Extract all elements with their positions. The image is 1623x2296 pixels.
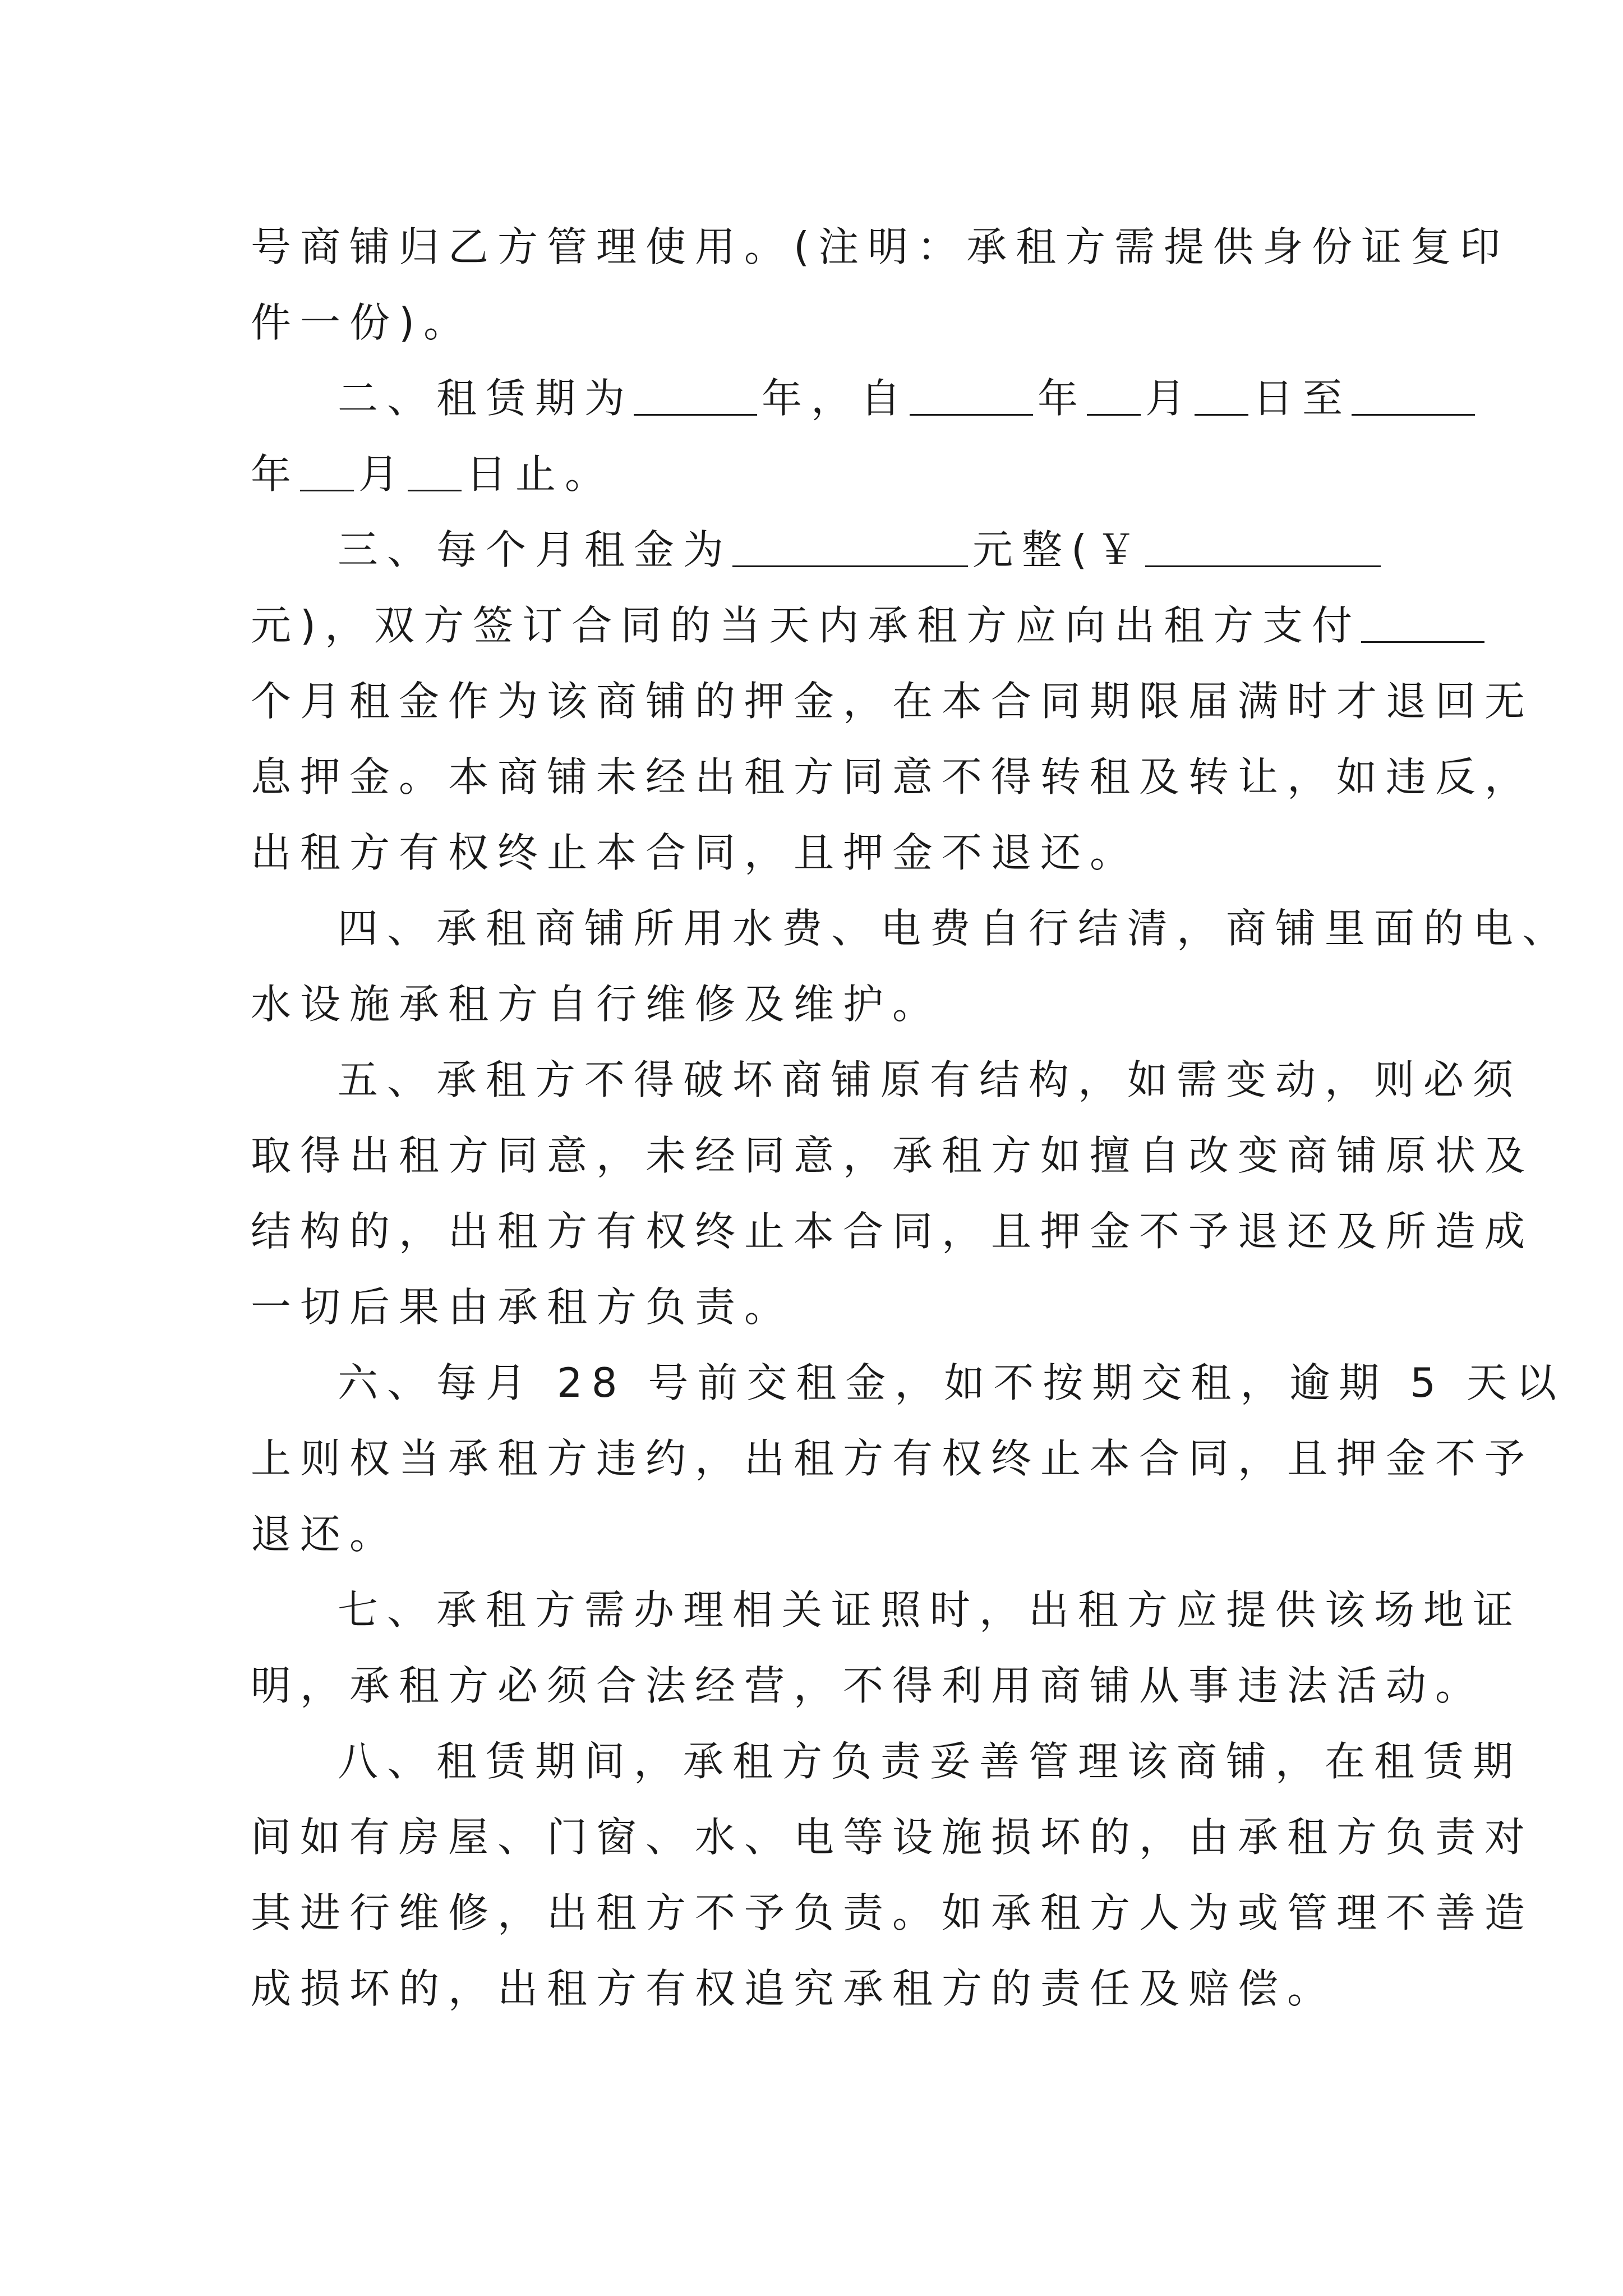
line-text: 取得出租方同意，未经同意，承租方如擅自改变商铺原状及 xyxy=(251,1132,1534,1179)
paragraph-line xyxy=(251,1122,1534,1189)
line-text: 七、承租方需办理相关证照时，出租方应提供该场地证 xyxy=(338,1586,1523,1634)
clause-2-text: 年 xyxy=(251,450,301,498)
paragraph-line xyxy=(338,1576,1522,1644)
deposit-months-blank xyxy=(1361,601,1484,643)
line-text: 六、每月 28 号前交租金，如不按期交租，逾期 5 天以 xyxy=(338,1359,1565,1406)
line-text: 水设施承租方自行维修及维护。 xyxy=(251,981,942,1028)
paragraph-line xyxy=(251,213,1509,280)
paragraph-line xyxy=(251,1501,399,1568)
line-text: 明，承租方必须合法经营，不得利用商铺从事违法活动。 xyxy=(251,1662,1485,1709)
line-text: 五、承租方不得破坏商铺原有结构，如需变动，则必须 xyxy=(338,1056,1523,1103)
paragraph-line xyxy=(251,1803,1534,1871)
line-text: 成损坏的，出租方有权追究承租方的责任及赔偿。 xyxy=(251,1965,1337,2012)
line-text: 息押金。本商铺未经出租方同意不得转租及转让，如违反， xyxy=(251,753,1534,800)
line-text: 上则权当承租方违约，出租方有权终止本合同，且押金不予 xyxy=(251,1435,1534,1482)
line-text: 其进行维修，出租方不予负责。如承租方人为或管理不善造 xyxy=(251,1889,1534,1936)
line-text: 一切后果由承租方负责。 xyxy=(251,1283,794,1331)
end-year-blank xyxy=(1352,374,1475,416)
paragraph-line xyxy=(251,1652,1484,1719)
paragraph-line xyxy=(338,895,1571,962)
end-month-blank xyxy=(300,449,354,491)
paragraph-line xyxy=(251,743,1534,811)
clause-2-line-1 xyxy=(338,365,1479,432)
clause-3-text: 元)，双方签订合同的当天内承租方应向出租方支付 xyxy=(251,602,1362,649)
line-text: 八、租赁期间，承租方负责妥善管理该商铺，在租赁期 xyxy=(338,1738,1523,1785)
end-day-blank xyxy=(408,449,462,491)
paragraph-line xyxy=(251,289,473,356)
clause-3-text: 三、每个月租金为 xyxy=(338,526,733,573)
clause-2-text: 月 xyxy=(1145,375,1195,422)
clause-2-text: 年 xyxy=(1038,375,1087,422)
line-text: 号商铺归乙方管理使用。(注明：承租方需提供身份证复印 xyxy=(251,223,1510,270)
paragraph-line xyxy=(251,1879,1534,1947)
clause-2-text: 月 xyxy=(358,450,408,498)
paragraph-line xyxy=(251,819,1139,886)
paragraph-line xyxy=(251,668,1534,735)
clause-2-text: 日止。 xyxy=(466,450,615,498)
rent-amount-figures-blank xyxy=(1145,525,1381,567)
line-text: 四、承租商铺所用水费、电费自行结清，商铺里面的电、 xyxy=(338,905,1572,952)
start-day-blank xyxy=(1195,374,1248,416)
start-month-blank xyxy=(1087,374,1141,416)
line-text: 结构的，出租方有权终止本合同，且押金不予退还及所造成 xyxy=(251,1208,1534,1255)
paragraph-line xyxy=(251,1425,1534,1492)
paragraph-line xyxy=(338,1046,1522,1114)
clause-3-line-2 xyxy=(251,592,1489,659)
lease-years-blank xyxy=(634,374,757,416)
clause-2-text: 年，自 xyxy=(762,375,910,422)
start-year-blank xyxy=(910,374,1033,416)
line-text: 件一份)。 xyxy=(251,299,473,346)
clause-3-line-1 xyxy=(338,516,1385,583)
paragraph-line xyxy=(338,1349,1565,1416)
rent-amount-words-blank xyxy=(732,525,968,567)
line-text: 间如有房屋、门窗、水、电等设施损坏的，由承租方负责对 xyxy=(251,1814,1534,1861)
paragraph-line xyxy=(251,970,942,1038)
paragraph-line xyxy=(251,1955,1336,2022)
line-text: 退还。 xyxy=(251,1511,399,1558)
paragraph-line xyxy=(338,1728,1522,1795)
line-text: 个月租金作为该商铺的押金，在本合同期限届满时才退回无 xyxy=(251,678,1534,725)
paragraph-line xyxy=(251,1198,1534,1265)
clause-3-text: 元整(￥ xyxy=(972,526,1146,573)
clause-2-line-2 xyxy=(251,440,614,508)
paragraph-line xyxy=(251,1273,794,1341)
clause-2-text: 日至 xyxy=(1253,375,1352,422)
clause-2-text: 二、租赁期为 xyxy=(338,375,634,422)
line-text: 出租方有权终止本合同，且押金不退还。 xyxy=(251,829,1140,876)
